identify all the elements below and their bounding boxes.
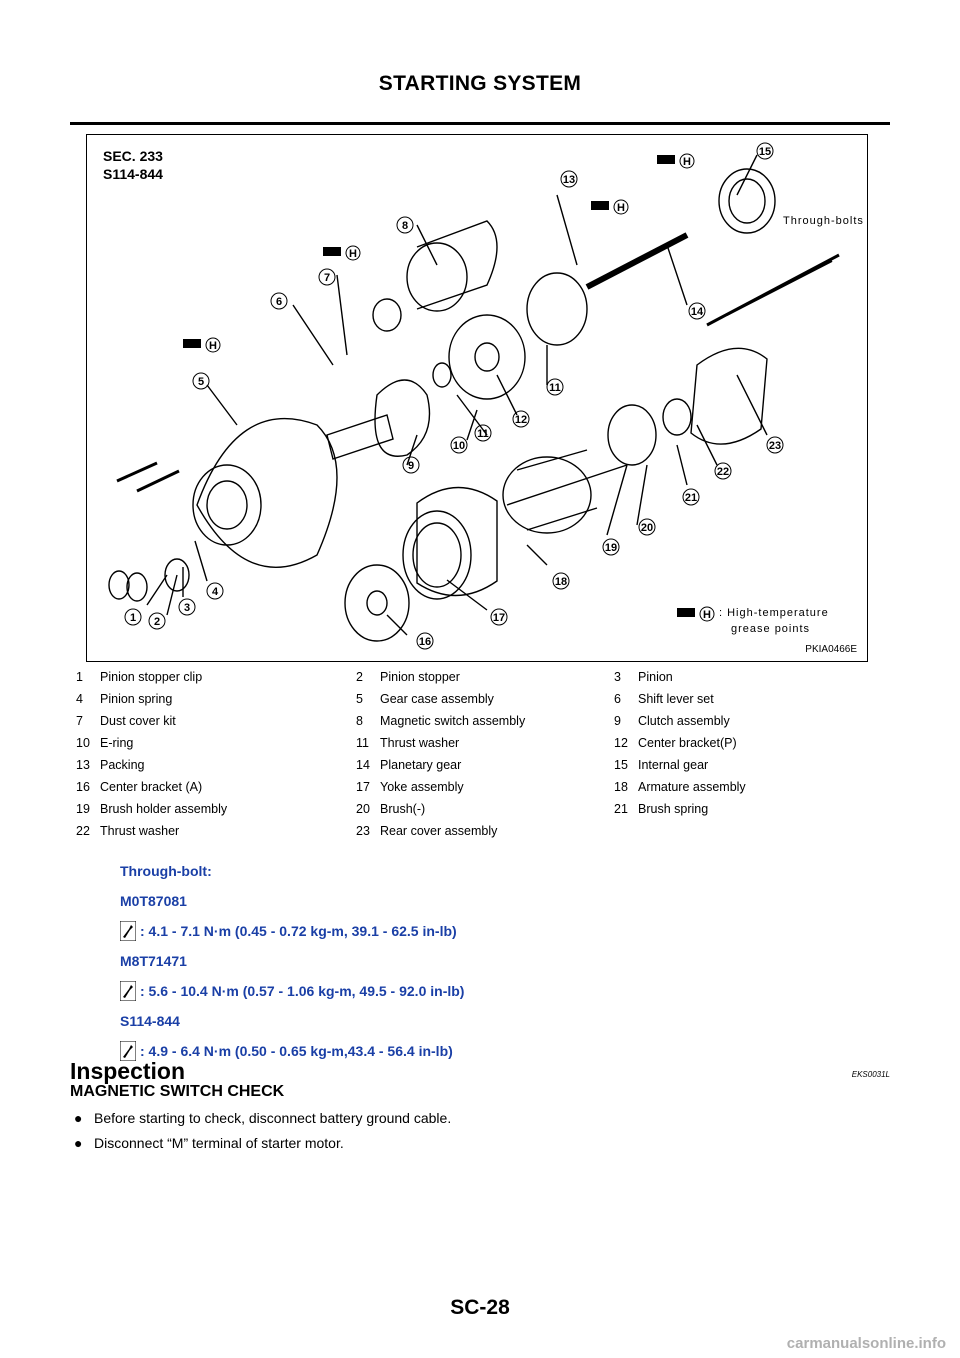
callout-22 [715, 463, 731, 479]
part-item: 8 Magnetic switch assembly [356, 714, 526, 728]
table-row [70, 776, 890, 798]
brush-holder-drawing [608, 405, 656, 465]
svg-text:7: 7 [323, 272, 331, 284]
svg-text:18: 18 [554, 576, 568, 588]
table-row [70, 732, 890, 754]
part-item: 23 Rear cover assembly [356, 824, 498, 838]
svg-text:19: 19 [604, 542, 618, 554]
model-number: S114-844 [103, 166, 163, 182]
torque-spec-s1: : 4.9 - 6.4 N·m (0.50 - 0.65 kg-m,43.4 - 56.4 in-lb) [120, 1036, 464, 1066]
part-item: 3 Pinion [614, 670, 673, 684]
torque-wrench-icon [120, 981, 136, 1001]
callout-12 [513, 411, 529, 427]
part-item: 13 Packing [76, 758, 145, 772]
callout-16 [417, 633, 433, 649]
svg-text:13: 13 [562, 174, 576, 186]
table-row [70, 754, 890, 776]
svg-text:3: 3 [183, 602, 191, 614]
part-item: 17 Yoke assembly [356, 780, 464, 794]
part-item: 15 Internal gear [614, 758, 709, 772]
part-item: 4 Pinion spring [76, 692, 173, 706]
svg-text:4: 4 [211, 586, 219, 598]
clutch-drawing [375, 380, 430, 456]
callout-17 [491, 609, 507, 625]
exploded-view-figure [86, 134, 868, 662]
svg-text:11: 11 [549, 382, 561, 394]
torque-model-m0: M0T87081 [120, 893, 187, 909]
callout-8 [397, 217, 413, 233]
part-item: 10 E-ring [76, 736, 134, 750]
callout-9 [403, 457, 419, 473]
part-item: 6 Shift lever set [614, 692, 714, 706]
table-row [70, 688, 890, 710]
torque-spec-m0: : 4.1 - 7.1 N·m (0.45 - 0.72 kg-m, 39.1 - 62.5 in-lb) [120, 916, 464, 946]
torque-wrench-icon [120, 921, 136, 941]
part-item: 16 Center bracket (A) [76, 780, 203, 794]
center-bracket-p-drawing [449, 315, 525, 399]
figure-id: PKIA0466E [805, 644, 857, 655]
sub-heading: MAGNETIC SWITCH CHECK [70, 1083, 285, 1100]
callout-18 [553, 573, 569, 589]
part-item: 11 Thrust washer [356, 736, 460, 750]
callout-6 [271, 293, 287, 309]
svg-text:H: H [209, 340, 217, 352]
svg-text:6: 6 [275, 296, 283, 308]
armature-drawing [503, 457, 591, 533]
section-heading: Inspection [70, 1058, 186, 1084]
table-row [70, 710, 890, 732]
grease-marker [183, 338, 220, 352]
yoke-drawing [417, 487, 497, 595]
callout-11a [475, 425, 491, 441]
exploded-view-drawing [87, 135, 869, 663]
part-item: 2 Pinion stopper [356, 670, 460, 684]
svg-text:8: 8 [401, 220, 409, 232]
page-number: SC-28 [450, 1296, 510, 1319]
torque-heading: Through-bolt: [120, 863, 212, 879]
svg-text:17: 17 [492, 612, 506, 624]
svg-text:12: 12 [514, 414, 528, 426]
callout-14 [689, 303, 705, 319]
sec-label [103, 147, 163, 183]
svg-text:2: 2 [153, 616, 161, 628]
torque-model-s1: S114-844 [120, 1013, 180, 1029]
parts-list [70, 666, 890, 842]
grease-legend-line1: : High-temperature [719, 607, 829, 619]
callout-3 [179, 599, 195, 615]
table-row [70, 820, 890, 842]
gear-case-drawing [197, 419, 337, 568]
svg-text:22: 22 [716, 466, 730, 478]
part-item: 1 Pinion stopper clip [76, 670, 203, 684]
part-item: 22 Thrust washer [76, 824, 180, 838]
table-row [70, 798, 890, 820]
svg-text:21: 21 [684, 492, 698, 504]
bullet-icon: ● [74, 1110, 83, 1126]
svg-text:20: 20 [640, 522, 654, 534]
list-item: ● Before starting to check, disconnect battery ground cable. [70, 1106, 451, 1131]
section-code: EKS0031L [851, 1070, 890, 1079]
callout-23 [767, 437, 783, 453]
svg-text:15: 15 [758, 146, 772, 158]
list-item: ● Disconnect “M” terminal of starter motor. [70, 1131, 451, 1156]
inspection-steps [70, 1106, 451, 1156]
bullet-icon: ● [74, 1135, 83, 1151]
grease-legend [719, 605, 829, 637]
sec-number: SEC. 233 [103, 148, 163, 164]
svg-text:16: 16 [418, 636, 432, 648]
part-item: 14 Planetary gear [356, 758, 462, 772]
callout-5 [193, 373, 209, 389]
callout-11b [547, 379, 563, 395]
callout-7 [319, 269, 335, 285]
callout-13 [561, 171, 577, 187]
magnetic-switch-drawing [407, 243, 467, 311]
svg-text:11: 11 [477, 428, 489, 440]
grease-marker [657, 154, 694, 168]
callout-10 [451, 437, 467, 453]
svg-text:23: 23 [768, 440, 782, 452]
title-rule [70, 122, 890, 125]
svg-text:9: 9 [407, 460, 415, 472]
svg-text:10: 10 [452, 440, 466, 452]
grease-legend-line2: grease points [731, 623, 811, 635]
grease-marker [677, 607, 714, 621]
callout-4 [207, 583, 223, 599]
svg-text:14: 14 [690, 306, 704, 318]
part-item: 5 Gear case assembly [356, 692, 494, 706]
part-item: 18 Armature assembly [614, 780, 746, 794]
callout-21 [683, 489, 699, 505]
center-bracket-a-drawing [345, 565, 409, 641]
callout-2 [149, 613, 165, 629]
part-item: 9 Clutch assembly [614, 714, 730, 728]
packing-drawing [527, 273, 587, 345]
grease-marker [591, 200, 628, 214]
page-title: STARTING SYSTEM [378, 72, 582, 95]
torque-spec-m8: : 5.6 - 10.4 N·m (0.57 - 1.06 kg-m, 49.5 - 92.0 in-lb) [120, 976, 464, 1006]
callout-1 [125, 609, 141, 625]
callout-19 [603, 539, 619, 555]
rear-cover-drawing [691, 348, 767, 444]
callout-20 [639, 519, 655, 535]
callout-15 [757, 143, 773, 159]
watermark: carmanualsonline.info [786, 1335, 946, 1352]
through-bolts-callout: Through-bolts [783, 215, 864, 227]
svg-text:5: 5 [197, 376, 205, 388]
part-item: 21 Brush spring [614, 802, 709, 816]
table-row [70, 666, 890, 688]
svg-text:H: H [349, 248, 357, 260]
svg-text:H: H [683, 156, 691, 168]
svg-text:H: H [617, 202, 625, 214]
torque-specs [120, 856, 464, 1066]
torque-model-m8: M8T71471 [120, 953, 187, 969]
grease-marker [323, 246, 360, 260]
part-item: 7 Dust cover kit [76, 714, 176, 728]
svg-text:1: 1 [129, 612, 137, 624]
svg-text:H: H [703, 609, 711, 621]
part-item: 12 Center bracket(P) [614, 736, 737, 750]
part-item: 19 Brush holder assembly [76, 802, 228, 816]
part-item: 20 Brush(-) [356, 802, 426, 816]
